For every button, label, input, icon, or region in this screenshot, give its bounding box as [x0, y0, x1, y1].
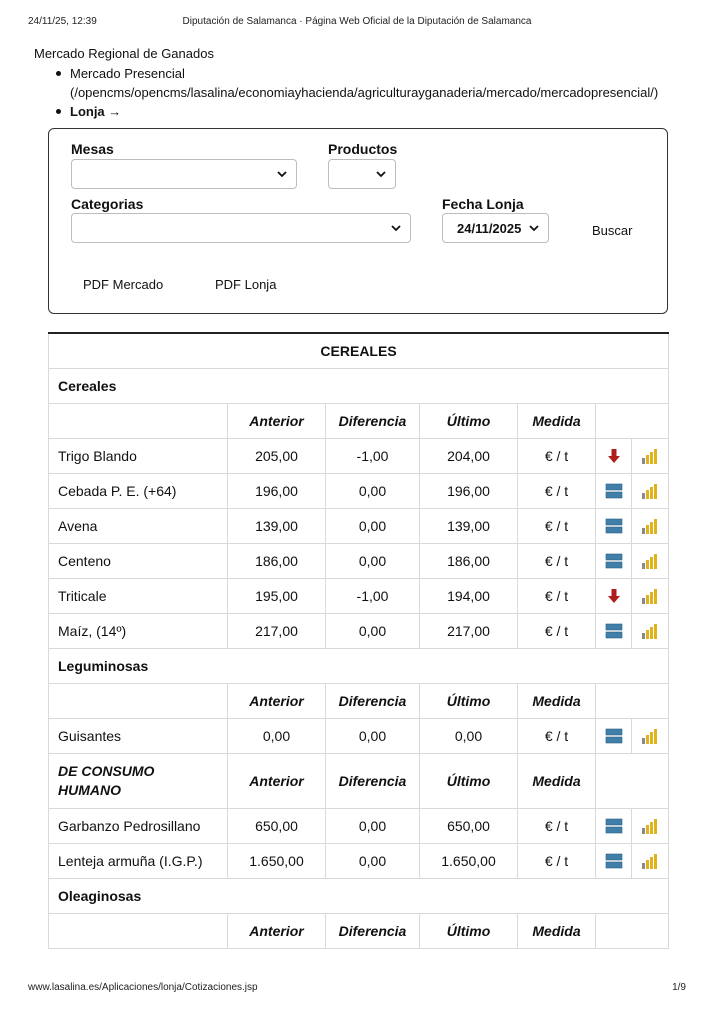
column-header-row [49, 403, 669, 438]
price-diferencia: 0,00 [326, 508, 420, 543]
column-header-empty [49, 683, 228, 718]
chart-cell[interactable] [632, 843, 669, 878]
bar-chart-icon[interactable] [641, 552, 659, 570]
nav-list [56, 64, 676, 121]
nav-link-lonja[interactable]: Lonja → [70, 104, 122, 119]
product-name: Maíz, (14º) [49, 613, 228, 648]
price-ultimo: 650,00 [420, 808, 518, 843]
trend-cell [596, 543, 632, 578]
trend-cell [596, 508, 632, 543]
column-header: Último [420, 913, 518, 948]
group-name: Cereales [49, 368, 669, 403]
price-diferencia: 0,00 [326, 613, 420, 648]
bar-chart-icon[interactable] [641, 817, 659, 835]
column-header-empty [49, 403, 228, 438]
chart-cell[interactable] [632, 473, 669, 508]
column-header-empty [596, 753, 669, 808]
trend-cell [596, 438, 632, 473]
column-header-empty [596, 683, 669, 718]
chevron-down-icon [276, 168, 288, 180]
table-row [49, 613, 669, 648]
bar-chart-icon[interactable] [641, 727, 659, 745]
group-title-row [49, 648, 669, 683]
table-row [49, 808, 669, 843]
price-medida: € / t [518, 613, 596, 648]
chevron-down-icon [375, 168, 387, 180]
price-ultimo: 0,00 [420, 718, 518, 753]
blue-equal-bars-icon [605, 517, 623, 535]
chart-cell[interactable] [632, 718, 669, 753]
productos-label: Productos [328, 141, 398, 157]
column-header: Diferencia [326, 683, 420, 718]
column-header-empty [596, 403, 669, 438]
price-diferencia: 0,00 [326, 843, 420, 878]
product-name: Lenteja armuña (I.G.P.) [49, 843, 228, 878]
price-ultimo: 1.650,00 [420, 843, 518, 878]
column-header: Diferencia [326, 913, 420, 948]
table-row [49, 843, 669, 878]
table-row [49, 578, 669, 613]
column-header-empty [49, 913, 228, 948]
price-ultimo: 204,00 [420, 438, 518, 473]
chevron-down-icon [390, 222, 402, 234]
price-medida: € / t [518, 473, 596, 508]
chart-cell[interactable] [632, 613, 669, 648]
column-header: Medida [518, 403, 596, 438]
product-name: Garbanzo Pedrosillano [49, 808, 228, 843]
section-heading: Mercado Regional de Ganados [34, 46, 214, 61]
price-diferencia: 0,00 [326, 543, 420, 578]
price-medida: € / t [518, 843, 596, 878]
red-down-arrow-icon [605, 447, 623, 465]
price-medida: € / t [518, 543, 596, 578]
filter-form [48, 128, 668, 314]
price-diferencia: 0,00 [326, 808, 420, 843]
blue-equal-bars-icon [605, 817, 623, 835]
price-diferencia: -1,00 [326, 578, 420, 613]
price-ultimo: 194,00 [420, 578, 518, 613]
price-medida: € / t [518, 438, 596, 473]
price-anterior: 195,00 [228, 578, 326, 613]
price-anterior: 1.650,00 [228, 843, 326, 878]
pdf-lonja-link[interactable]: PDF Lonja [215, 277, 277, 292]
column-header: Último [420, 683, 518, 718]
price-ultimo: 196,00 [420, 473, 518, 508]
column-header: Anterior [228, 753, 326, 808]
bar-chart-icon[interactable] [641, 517, 659, 535]
chart-cell[interactable] [632, 438, 669, 473]
nav-item-lonja[interactable] [56, 102, 676, 121]
trend-cell [596, 718, 632, 753]
nav-link-mercado-presencial[interactable]: Mercado Presencial (/opencms/opencms/lasalina/economiayhacienda/agriculturayganaderia/mercado/mercadopresencial/) [70, 66, 659, 100]
price-ultimo: 186,00 [420, 543, 518, 578]
column-header-row [49, 683, 669, 718]
blue-equal-bars-icon [605, 482, 623, 500]
chart-cell[interactable] [632, 578, 669, 613]
fecha-lonja-select[interactable] [442, 213, 549, 243]
price-anterior: 186,00 [228, 543, 326, 578]
bar-chart-icon[interactable] [641, 852, 659, 870]
print-page-title: Diputación de Salamanca · Página Web Oficial de la Diputación de Salamanca [182, 16, 532, 27]
group-name: Leguminosas [49, 648, 669, 683]
price-ultimo: 139,00 [420, 508, 518, 543]
price-diferencia: 0,00 [326, 473, 420, 508]
price-anterior: 196,00 [228, 473, 326, 508]
product-name: Trigo Blando [49, 438, 228, 473]
price-anterior: 205,00 [228, 438, 326, 473]
section-title-row [49, 333, 669, 368]
nav-item-mercado-presencial[interactable] [56, 64, 676, 102]
product-name: Guisantes [49, 718, 228, 753]
column-header: Último [420, 753, 518, 808]
chart-cell[interactable] [632, 808, 669, 843]
group-title-row [49, 368, 669, 403]
print-date: 24/11/25, 12:39 [28, 16, 97, 27]
column-header: Medida [518, 683, 596, 718]
price-ultimo: 217,00 [420, 613, 518, 648]
mesas-label: Mesas [71, 141, 114, 157]
column-header: Medida [518, 753, 596, 808]
column-header-row [49, 913, 669, 948]
trend-cell [596, 613, 632, 648]
chart-cell[interactable] [632, 543, 669, 578]
blue-equal-bars-icon [605, 852, 623, 870]
group-name: DE CONSUMO HUMANO [49, 753, 228, 808]
mesas-select[interactable] [71, 159, 297, 189]
price-diferencia: -1,00 [326, 438, 420, 473]
blue-equal-bars-icon [605, 552, 623, 570]
column-header: Diferencia [326, 403, 420, 438]
table-row [49, 508, 669, 543]
column-header: Anterior [228, 403, 326, 438]
section-title: CEREALES [49, 333, 669, 368]
price-medida: € / t [518, 808, 596, 843]
table-row [49, 543, 669, 578]
pdf-mercado-link[interactable]: PDF Mercado [83, 277, 164, 292]
product-name: Triticale [49, 578, 228, 613]
table-row [49, 438, 669, 473]
price-medida: € / t [518, 508, 596, 543]
price-medida: € / t [518, 578, 596, 613]
categorias-select[interactable] [71, 213, 411, 243]
column-header: Último [420, 403, 518, 438]
group-title-row [49, 878, 669, 913]
print-footer [28, 982, 686, 996]
bar-chart-icon[interactable] [641, 447, 659, 465]
product-name: Centeno [49, 543, 228, 578]
fecha-lonja-label: Fecha Lonja [442, 196, 524, 212]
price-diferencia: 0,00 [326, 718, 420, 753]
chevron-down-icon [528, 222, 540, 234]
table-row [49, 718, 669, 753]
column-header: Medida [518, 913, 596, 948]
print-header [28, 16, 686, 30]
categorias-label: Categorias [71, 196, 144, 212]
trend-cell [596, 473, 632, 508]
bar-chart-icon[interactable] [641, 587, 659, 605]
price-anterior: 217,00 [228, 613, 326, 648]
group-header-row [49, 753, 669, 808]
column-header-empty [596, 913, 669, 948]
blue-equal-bars-icon [605, 727, 623, 745]
column-header: Anterior [228, 913, 326, 948]
price-anterior: 0,00 [228, 718, 326, 753]
product-name: Avena [49, 508, 228, 543]
productos-select[interactable] [328, 159, 396, 189]
table-row [49, 473, 669, 508]
red-down-arrow-icon [605, 587, 623, 605]
prices-table [48, 332, 669, 949]
trend-cell [596, 843, 632, 878]
column-header: Anterior [228, 683, 326, 718]
buscar-button[interactable]: Buscar [592, 223, 633, 238]
price-medida: € / t [518, 718, 596, 753]
trend-cell [596, 808, 632, 843]
bar-chart-icon[interactable] [641, 622, 659, 640]
column-header: Diferencia [326, 753, 420, 808]
blue-equal-bars-icon [605, 622, 623, 640]
trend-cell [596, 578, 632, 613]
print-page-number: 1/9 [672, 982, 686, 993]
group-name: Oleaginosas [49, 878, 669, 913]
bar-chart-icon[interactable] [641, 482, 659, 500]
print-url: www.lasalina.es/Aplicaciones/lonja/Cotizaciones.jsp [28, 982, 258, 993]
fecha-lonja-value: 24/11/2025 [457, 221, 522, 236]
price-anterior: 650,00 [228, 808, 326, 843]
product-name: Cebada P. E. (+64) [49, 473, 228, 508]
chart-cell[interactable] [632, 508, 669, 543]
price-anterior: 139,00 [228, 508, 326, 543]
